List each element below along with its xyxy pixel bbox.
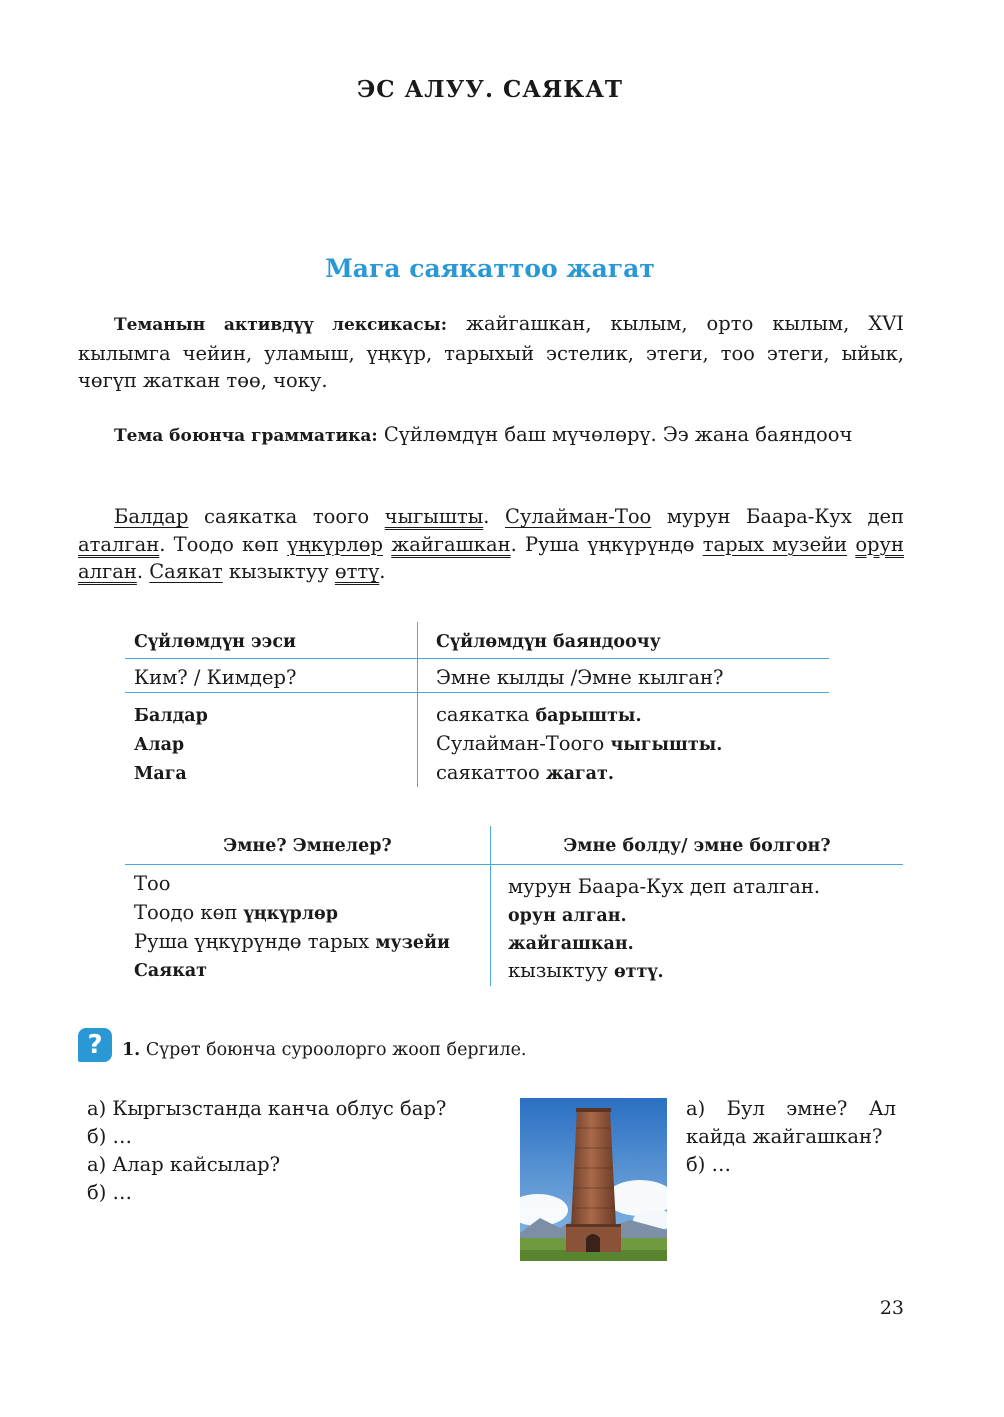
table-row: [508, 872, 820, 903]
question-line: а) Алар кайсылар?: [87, 1153, 281, 1176]
left-cell-bold: музейи: [375, 933, 450, 953]
predicate-cell-bold: барышты.: [535, 706, 642, 726]
table-rule: [125, 864, 903, 865]
right-cell: кызыктуу: [508, 959, 614, 982]
table-header: Сүйлөмдүн баяндоочу: [436, 632, 661, 652]
predicate-word: орун алган: [78, 532, 905, 583]
questions-right: [686, 1095, 896, 1179]
table-question: Эмне кылды /Эмне кылган?: [436, 666, 724, 689]
predicate-word: чыгышты: [384, 505, 484, 528]
subject-word: тарых музейи: [702, 532, 848, 556]
predicate-cell: саякатка: [436, 703, 536, 726]
subject-cell: Мага: [134, 764, 187, 784]
table-header: Эмне болду/ эмне болгон?: [563, 836, 831, 856]
question-line: б) …: [686, 1153, 732, 1176]
left-cell-bold: Саякат: [134, 961, 208, 981]
table-row: [134, 758, 187, 789]
vocab-text: жайгашкан, кылым, орто кылым, XVI кылымга чейин, уламыш, үңкүр, тарыхый эстелик, этеги, тоо этеги, ыйык, чөгүп жаткан төө, чоку.: [78, 312, 904, 392]
page-number: 23: [879, 1297, 904, 1319]
predicate-cell: Сулайман-Тоого: [436, 732, 611, 755]
story-text: .: [136, 560, 150, 583]
left-cell: Тоо: [134, 872, 171, 895]
predicate-cell-bold: чыгышты.: [610, 735, 723, 755]
task-instruction: [122, 1040, 527, 1060]
story-text: кызыктуу: [222, 560, 335, 583]
table-row: [134, 955, 207, 986]
question-line: а) Бул эмне? Ал: [686, 1097, 896, 1120]
predicate-word: жайгашкан: [391, 532, 511, 556]
table-row: [134, 729, 184, 760]
vocabulary-paragraph: [78, 310, 904, 395]
subject-cell: Балдар: [134, 706, 208, 726]
lesson-title: Мага саякаттоо жагат: [325, 254, 655, 283]
questions-left: [87, 1095, 446, 1207]
question-line: б) …: [87, 1181, 133, 1204]
left-cell-bold: үңкүрлөр: [243, 904, 338, 924]
vocab-label: Теманын активдүү лексикасы:: [114, 315, 447, 335]
story-text: мурун Баара-Кух деп: [651, 505, 904, 528]
table-rule: [125, 658, 829, 659]
table-header: Сүйлөмдүн ээси: [134, 632, 296, 652]
question-line: б) …: [87, 1125, 133, 1148]
table-row: [134, 700, 208, 731]
question-icon: [78, 1028, 112, 1062]
story-text: саякатка тоого: [188, 505, 385, 528]
question-line: а) Кыргызстанда канча облус бар?: [87, 1097, 447, 1120]
subject-word: үңкүрлөр: [287, 532, 384, 556]
chapter-title: ЭС АЛУУ. САЯКАТ: [356, 76, 624, 103]
table-divider: [417, 622, 418, 787]
subject-word: Саякат: [149, 560, 223, 583]
task-number: 1.: [122, 1040, 141, 1060]
predicate-word: өттү: [334, 560, 380, 583]
right-cell-bold: жайгашкан.: [508, 934, 634, 954]
left-cell: Тоодо көп: [134, 901, 244, 924]
right-cell-bold: орун алган.: [508, 906, 627, 926]
predicate-cell: саякаттоо: [436, 761, 546, 784]
story-text: .: [483, 505, 506, 528]
story-text: . Руша үңкүрүндө: [510, 532, 703, 556]
grammar-text: Сүйлөмдүн баш мүчөлөрү. Ээ жана баяндооч: [377, 423, 853, 446]
subject-cell: Алар: [134, 735, 185, 755]
predicate-word: аталган: [78, 532, 160, 556]
table-row: [508, 900, 627, 931]
grammar-paragraph: [78, 421, 904, 451]
tower-photo: [520, 1098, 667, 1261]
table-row: [436, 729, 722, 760]
left-cell: Руша үңкүрүндө тарых: [134, 930, 376, 953]
table-header: Эмне? Эмнелер?: [223, 836, 392, 856]
predicate-cell-bold: жагат.: [545, 764, 614, 784]
table-row: [508, 956, 664, 987]
table-row: [134, 898, 338, 929]
question-icon-glyph: ?: [87, 1030, 103, 1060]
table-rule: [125, 692, 829, 693]
task-text: Сүрөт боюнча суроолорго жооп бергиле.: [140, 1040, 527, 1060]
grammar-label: Тема боюнча грамматика:: [114, 426, 378, 446]
table-row: [508, 928, 634, 959]
table-row: [134, 869, 171, 900]
question-line: кайда жайгашкан?: [686, 1125, 883, 1148]
subject-word: Сулайман-Тоо: [505, 505, 652, 528]
table-row: [436, 758, 614, 789]
table-row: [436, 700, 642, 731]
table-row: [134, 927, 450, 958]
right-cell: мурун Баара-Кух деп аталган.: [508, 875, 821, 898]
burana-tower-image: [520, 1098, 667, 1261]
story-text: .: [379, 560, 386, 583]
story-text: . Тоодо көп: [159, 532, 288, 556]
table-question: Ким? / Кимдер?: [134, 666, 297, 689]
right-cell-bold: өттү.: [613, 962, 664, 982]
subject-word: Балдар: [114, 505, 189, 528]
story-paragraph: [78, 503, 904, 586]
